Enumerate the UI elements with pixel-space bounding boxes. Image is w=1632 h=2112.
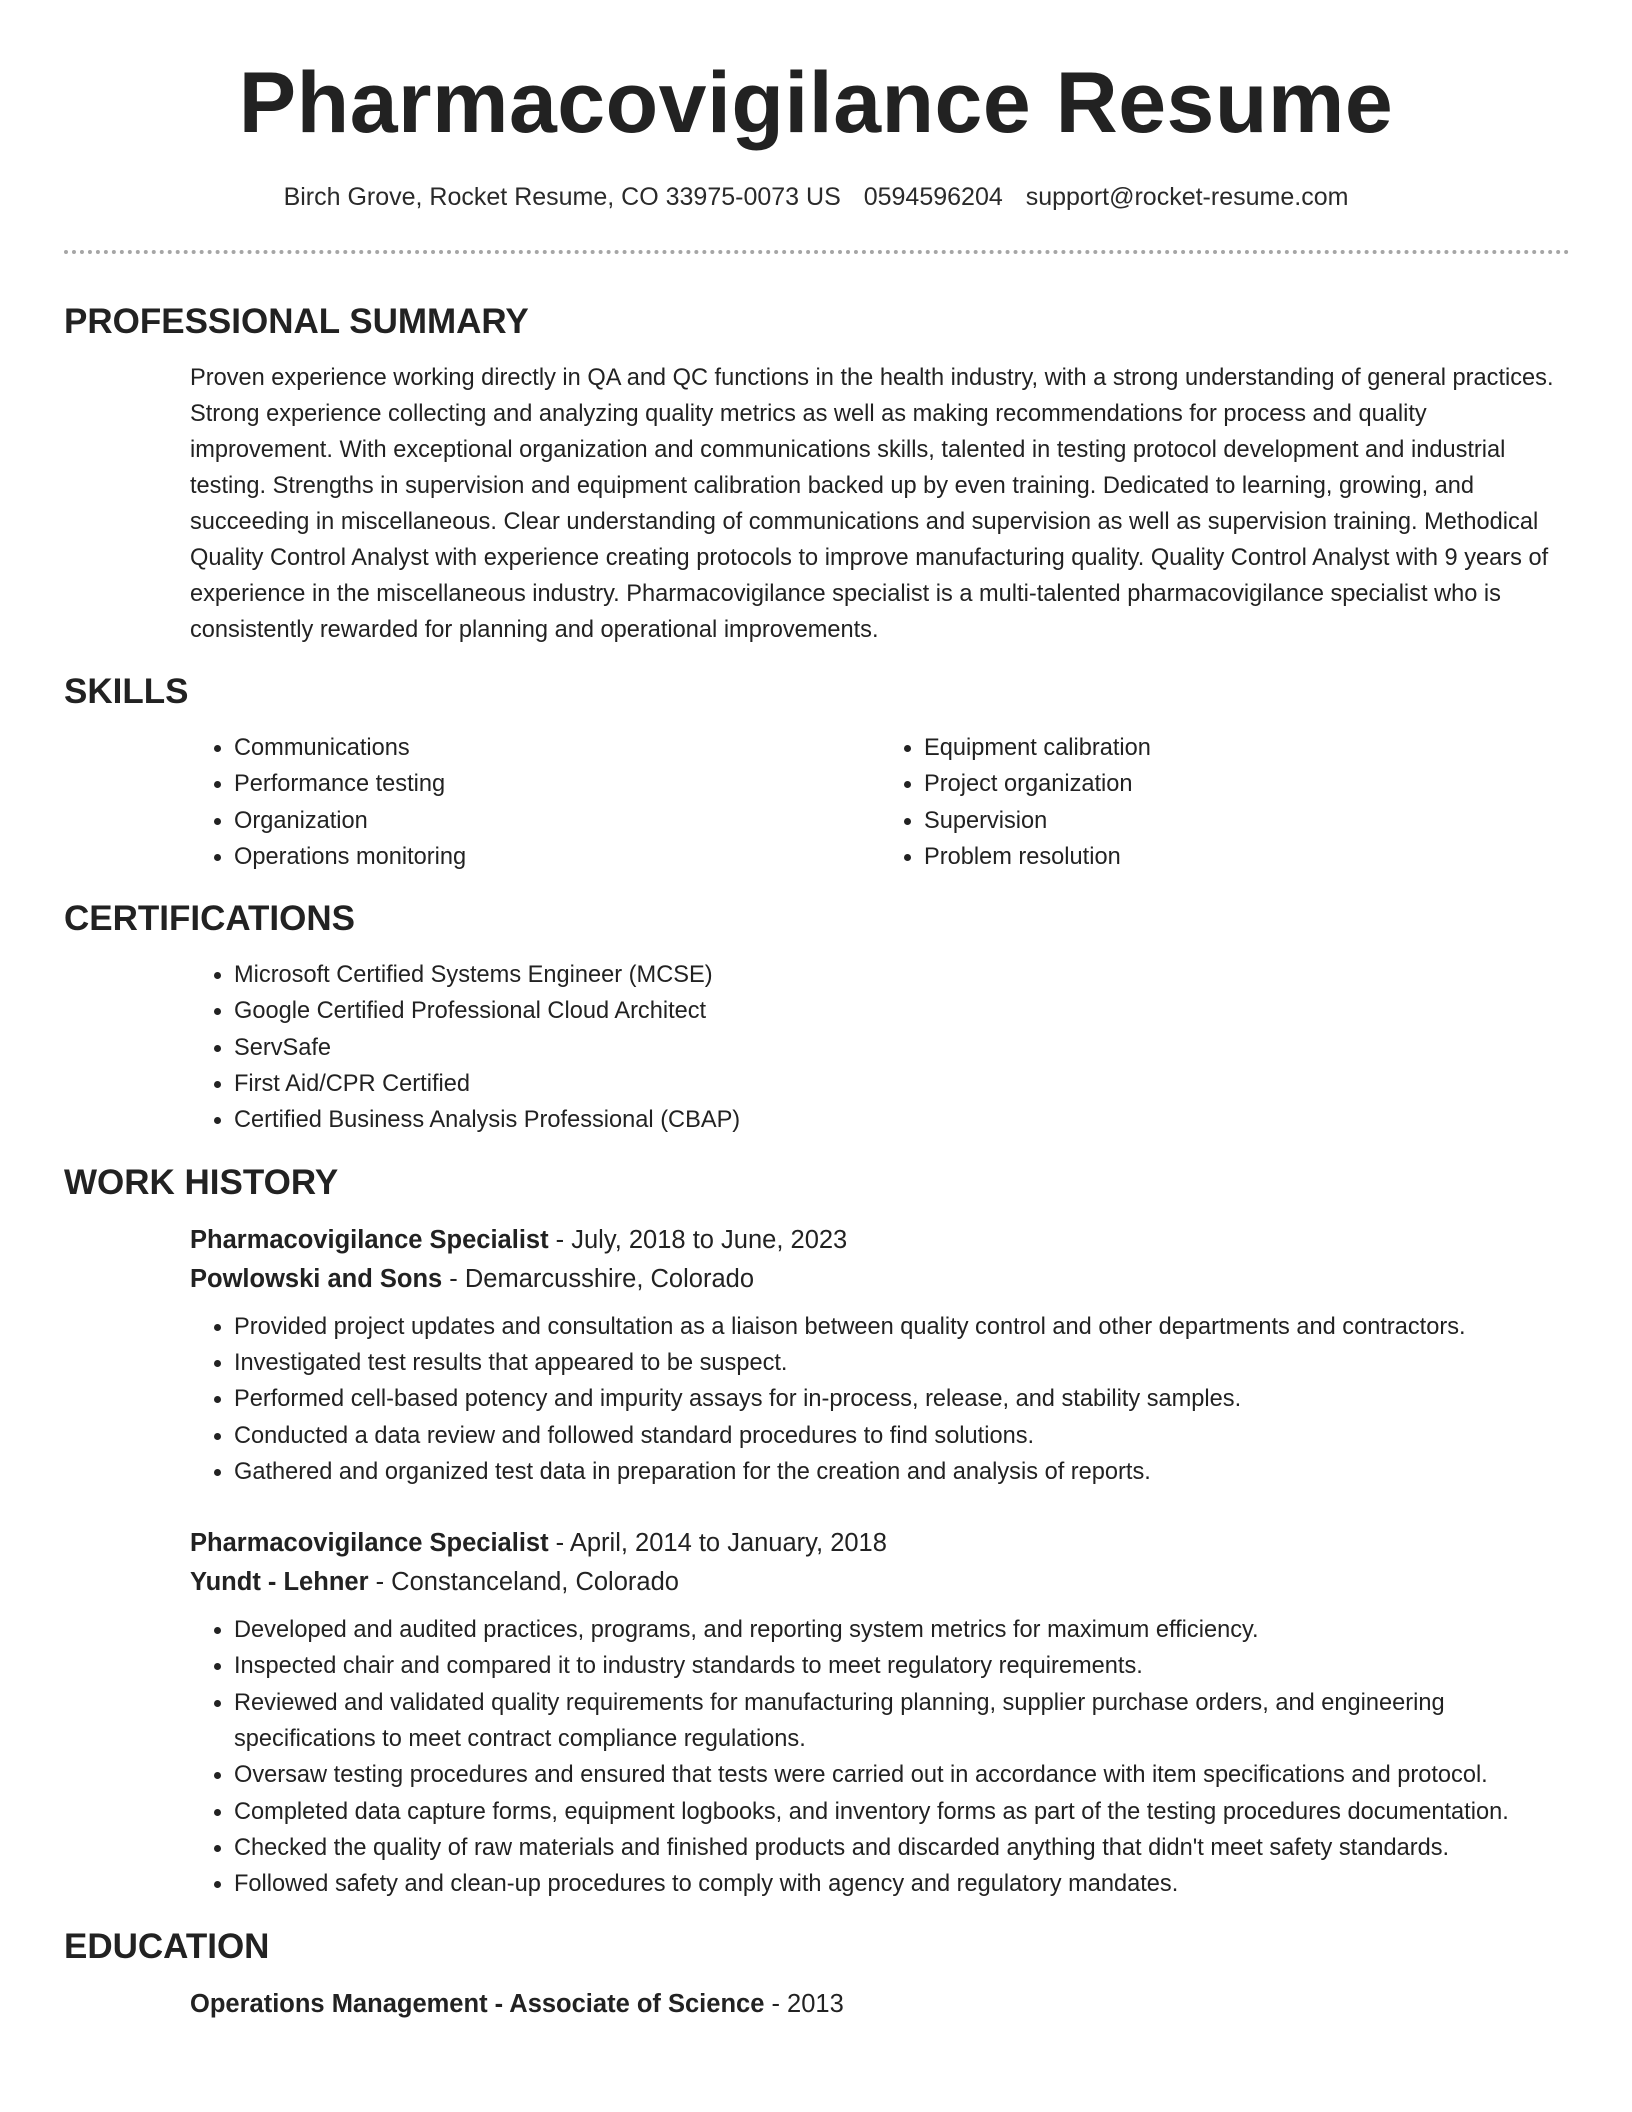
job-bullet: • Developed and audited practices, programs, and reporting system metrics for maximum efficiency. xyxy=(234,1612,1570,1648)
resume-title: Pharmacovigilance Resume xyxy=(238,55,1394,151)
job-location: - Demarcusshire, Colorado xyxy=(442,1264,754,1293)
job-role: Pharmacovigilance Specialist xyxy=(190,1225,549,1254)
job-company: Powlowski and Sons xyxy=(190,1264,443,1293)
job-bullet: • Reviewed and validated quality requirements for manufacturing planning, supplier purchase orders, and engineering specifications to meet contract compliance regulations. xyxy=(234,1685,1570,1758)
skill-item: • Communications xyxy=(234,730,880,766)
work-history-section xyxy=(64,1159,1570,1903)
job-location: - Constanceland, Colorado xyxy=(368,1568,679,1597)
job-bullet: • Conducted a data review and followed standard procedures to find solutions. xyxy=(234,1418,1570,1454)
job-entry xyxy=(190,1221,1570,1490)
job-bullet: • Investigated test results that appeared to be suspect. xyxy=(234,1345,1570,1381)
education-section xyxy=(64,1923,1570,2024)
header-divider xyxy=(64,250,1570,254)
job-company-line xyxy=(190,1563,1570,1602)
contact-email: support@rocket-resume.com xyxy=(1025,183,1349,211)
job-bullet: • Inspected chair and compared it to industry standards to meet regulatory requirements. xyxy=(234,1648,1570,1684)
skill-item: • Organization xyxy=(234,803,880,839)
skill-item: • Operations monitoring xyxy=(234,839,880,875)
summary-text: Proven experience working directly in QA and QC functions in the health industry, with a strong understanding of general practices. Strong experience collecting and analyzing quality metrics as well as making recommendations for process and quality improvement. With exceptional organization and communications skills, talented in testing protocol development and industrial testing. Strengths in supervision and equipment calibration backed up by even training. Dedicated to learning, growing, and succeeding in miscellaneous. Clear understanding of communications and supervision as well as supervision training. Methodical Quality Control Analyst with experience creating protocols to improve manufacturing quality. Quality Control Analyst with 9 years of experience in the miscellaneous industry. Pharmacovigilance specialist is a multi-talented pharmacovigilance specialist who is consistently rewarded for planning and operational improvements. xyxy=(190,365,1554,643)
job-company-line xyxy=(190,1260,1570,1299)
job-bullet: • Provided project updates and consultation as a liaison between quality control and other departments and contractors. xyxy=(234,1309,1570,1345)
skills-columns xyxy=(190,730,1570,875)
skills-list-left xyxy=(190,730,880,875)
education-line xyxy=(190,1985,1570,2024)
resume-content xyxy=(64,298,1570,2024)
job-bullet: • Checked the quality of raw materials and finished products and discarded anything that didn't meet safety standards. xyxy=(234,1830,1570,1866)
skill-item: • Supervision xyxy=(924,803,1570,839)
job-company: Yundt - Lehner xyxy=(190,1568,369,1597)
work-history-heading: WORK HISTORY xyxy=(64,1162,339,1202)
certifications-list xyxy=(190,957,1570,1138)
contact-address: Birch Grove, Rocket Resume, CO 33975-0073 US xyxy=(283,183,841,211)
summary-heading: PROFESSIONAL SUMMARY xyxy=(64,302,529,341)
contact-phone: 0594596204 xyxy=(863,183,1003,211)
education-year: - 2013 xyxy=(764,1989,844,2018)
education-degree: Operations Management - Associate of Science xyxy=(190,1989,765,2018)
skills-heading: SKILLS xyxy=(64,672,189,711)
job-dates: - April, 2014 to January, 2018 xyxy=(548,1529,887,1558)
skill-item: • Project organization xyxy=(924,766,1570,802)
education-heading: EDUCATION xyxy=(64,1926,270,1966)
job-bullet-list xyxy=(190,1309,1570,1490)
certifications-heading: CERTIFICATIONS xyxy=(64,899,356,939)
job-role: Pharmacovigilance Specialist xyxy=(190,1529,549,1558)
job-role-line xyxy=(190,1524,1570,1563)
job-bullet: • Followed safety and clean-up procedures to comply with agency and regulatory mandates. xyxy=(234,1866,1570,1902)
certification-item: • Microsoft Certified Systems Engineer (MCSE) xyxy=(234,957,1570,993)
job-dates: - July, 2018 to June, 2023 xyxy=(548,1225,848,1254)
job-bullet: • Gathered and organized test data in preparation for the creation and analysis of reports. xyxy=(234,1454,1570,1490)
job-bullet: • Completed data capture forms, equipment logbooks, and inventory forms as part of the testing procedures documentation. xyxy=(234,1794,1570,1830)
job-bullet: • Oversaw testing procedures and ensured that tests were carried out in accordance with item specifications and protocol. xyxy=(234,1757,1570,1793)
certification-item: • Google Certified Professional Cloud Architect xyxy=(234,993,1570,1029)
job-role-line xyxy=(190,1221,1570,1260)
certifications-section xyxy=(64,895,1570,1138)
certification-item: • ServSafe xyxy=(234,1030,1570,1066)
contact-line xyxy=(0,183,1632,212)
skill-item: • Equipment calibration xyxy=(924,730,1570,766)
certification-item: • First Aid/CPR Certified xyxy=(234,1066,1570,1102)
skills-list-right xyxy=(880,730,1570,875)
job-entry xyxy=(190,1524,1570,1902)
job-bullet-list xyxy=(190,1612,1570,1902)
skill-item: • Performance testing xyxy=(234,766,880,802)
skills-section xyxy=(64,668,1570,875)
job-bullet: • Performed cell-based potency and impurity assays for in-process, release, and stability samples. xyxy=(234,1381,1570,1417)
certification-item: • Certified Business Analysis Professional (CBAP) xyxy=(234,1102,1570,1138)
summary-section xyxy=(64,298,1570,648)
skill-item: • Problem resolution xyxy=(924,839,1570,875)
